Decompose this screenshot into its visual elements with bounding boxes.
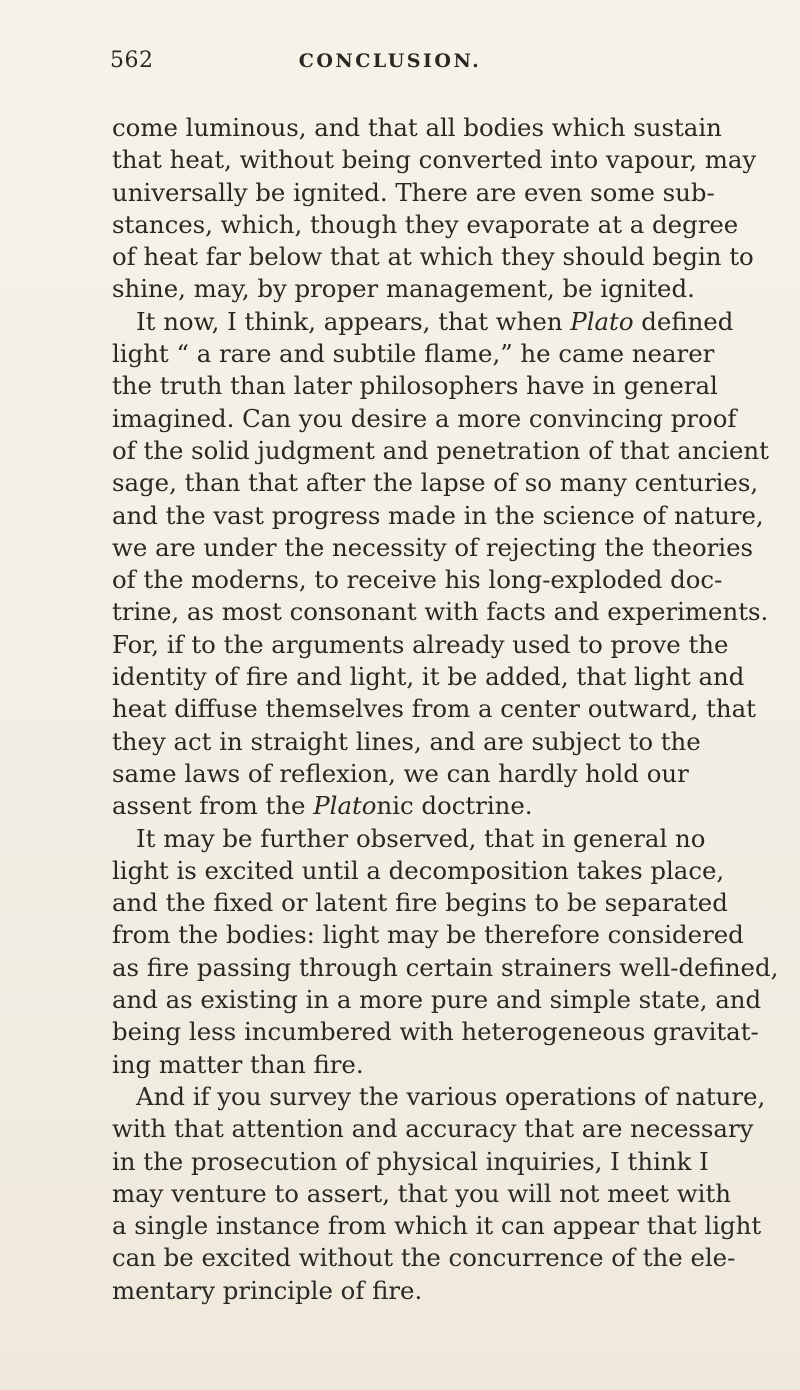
- text-line: light is excited until a decomposition takes place,: [112, 855, 725, 885]
- italic-name: Plato: [313, 791, 377, 821]
- text-line: imagined. Can you desire a more convincing proof: [112, 403, 737, 433]
- text-line: assent from the Platonic doctrine.: [112, 791, 533, 821]
- text-line: a single instance from which it can appear that light: [112, 1211, 762, 1241]
- text-line: being less incumbered with heterogeneous gravitat-: [112, 1017, 759, 1047]
- text-line: trine, as most consonant with facts and experiments.: [112, 597, 769, 627]
- text-line: ing matter than fire.: [112, 1049, 364, 1079]
- page-header: [110, 48, 670, 84]
- text-line: with that attention and accuracy that are necessary: [112, 1114, 754, 1144]
- text-line: heat diffuse themselves from a center outward, that: [112, 694, 756, 724]
- text-line: we are under the necessity of rejecting the theories: [112, 532, 754, 562]
- body-text: [112, 112, 779, 1307]
- text-line: can be excited without the concurrence of the ele-: [112, 1243, 736, 1273]
- text-line: It may be further observed, that in general no: [136, 823, 706, 853]
- text-line: of heat far below that at which they should begin to: [112, 242, 754, 272]
- text-line: may venture to assert, that you will not meet with: [112, 1178, 731, 1208]
- text-line: And if you survey the various operations of nature,: [136, 1081, 766, 1111]
- text-line: as fire passing through certain strainers well-defined,: [112, 952, 779, 982]
- text-line: in the prosecution of physical inquiries, I think I: [112, 1146, 709, 1176]
- text-line: that heat, without being converted into vapour, may: [112, 145, 757, 175]
- text-line: they act in straight lines, and are subject to the: [112, 726, 701, 756]
- text-line: and the fixed or latent fire begins to be separated: [112, 888, 728, 918]
- text-line: and as existing in a more pure and simple state, and: [112, 985, 762, 1015]
- text-line: stances, which, though they evaporate at a degree: [112, 209, 739, 239]
- text-line: mentary principle of fire.: [112, 1275, 423, 1305]
- text-line: identity of fire and light, it be added, that light and: [112, 662, 745, 692]
- text-line: sage, than that after the lapse of so many centuries,: [112, 468, 759, 498]
- text-line: the truth than later philosophers have in general: [112, 371, 718, 401]
- text-line: and the vast progress made in the science of nature,: [112, 500, 764, 530]
- text-line: of the moderns, to receive his long-exploded doc-: [112, 565, 723, 595]
- running-head: CONCLUSION.: [298, 50, 482, 72]
- text-line: from the bodies: light may be therefore considered: [112, 920, 744, 950]
- text-line: of the solid judgment and penetration of that ancient: [112, 435, 769, 465]
- text-line: It now, I think, appears, that when Plato defined: [136, 306, 734, 336]
- text-line: universally be ignited. There are even some sub-: [112, 177, 715, 207]
- text-line: same laws of reflexion, we can hardly hold our: [112, 758, 689, 788]
- text-line: shine, may, by proper management, be ignited.: [112, 274, 695, 304]
- text-line: come luminous, and that all bodies which sustain: [112, 113, 722, 142]
- page-number: 562: [110, 48, 154, 73]
- text-line: light “ a rare and subtile flame,” he came nearer: [112, 339, 715, 369]
- text-line: For, if to the arguments already used to prove the: [112, 629, 729, 659]
- italic-name: Plato: [570, 306, 634, 336]
